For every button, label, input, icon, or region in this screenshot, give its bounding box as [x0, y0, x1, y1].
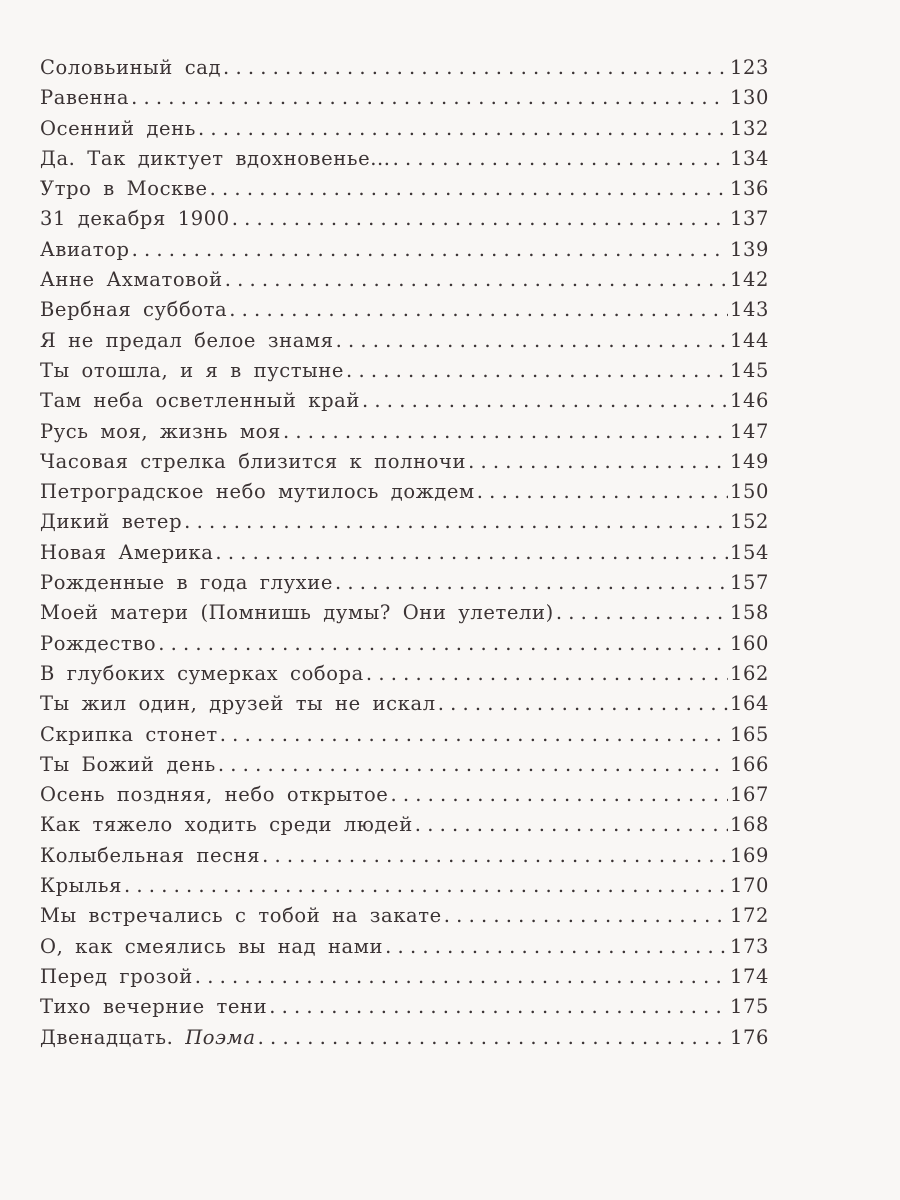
toc-entry-title-text: Ты Божий день: [40, 752, 216, 776]
toc-entry: [40, 874, 769, 904]
toc-entry-title: [40, 965, 193, 988]
toc-entry-title-text: Утро в Москве: [40, 177, 208, 201]
dot-leader: [215, 541, 728, 564]
toc-entry-title-text: Часовая стрелка близится к полночи: [40, 449, 467, 473]
dot-leader: [124, 874, 728, 897]
toc-entry: [40, 510, 769, 540]
toc-entry: [40, 56, 769, 86]
toc-entry: [40, 723, 769, 753]
toc-entry-title: [40, 359, 344, 382]
dot-leader: [346, 359, 728, 382]
toc-entry-title-text: Крылья: [40, 874, 122, 898]
toc-entry-page-number: 154: [729, 540, 769, 564]
toc-entry: [40, 632, 769, 662]
toc-entry: [40, 329, 769, 359]
toc-entry-page-number: 174: [729, 964, 769, 988]
toc-entry-title-text: Новая Америка: [40, 540, 214, 564]
toc-entry: [40, 662, 769, 692]
dot-leader: [223, 56, 728, 79]
toc-entry: [40, 480, 769, 510]
dot-leader: [366, 662, 728, 685]
toc-entry-title-text: Петроградское небо мутилось дождем: [40, 480, 475, 504]
dot-leader: [131, 86, 728, 109]
toc-entry: [40, 86, 769, 116]
toc-entry: [40, 238, 769, 268]
toc-entry-page-number: 145: [729, 358, 769, 382]
dot-leader: [262, 844, 728, 867]
toc-entry-title: [40, 935, 383, 958]
toc-entry-page-number: 157: [729, 571, 769, 595]
toc-entry-title-text: Рожденные в года глухие: [40, 571, 333, 595]
toc-entry-page-number: 130: [729, 86, 769, 110]
toc-entry-title-text: Тихо вечерние тени: [40, 995, 268, 1019]
toc-entry: [40, 298, 769, 328]
toc-entry-title: [40, 601, 554, 624]
toc-entry-title-text: Равенна: [40, 86, 130, 110]
toc-entry-page-number: 169: [729, 843, 769, 867]
toc-entry-title: [40, 753, 216, 776]
dot-leader: [283, 420, 728, 443]
toc-entry-title: [40, 541, 213, 564]
toc-entry-title-text: Анне Ахматовой: [40, 268, 223, 292]
toc-entry: [40, 268, 769, 298]
toc-entry-title-text: Как тяжело ходить среди людей: [40, 813, 413, 837]
toc-entry-page-number: 142: [729, 268, 769, 292]
toc-entry-title-text: Осенний день: [40, 116, 196, 140]
toc-entry-title: [40, 86, 129, 109]
dot-leader: [385, 935, 728, 958]
dot-leader: [415, 813, 728, 836]
toc-entry: [40, 117, 769, 147]
dot-leader: [362, 389, 728, 412]
toc-entry: [40, 935, 769, 965]
toc-entry: [40, 389, 769, 419]
toc-entry-page-number: 144: [729, 328, 769, 352]
dot-leader: [225, 268, 728, 291]
dot-leader: [556, 601, 728, 624]
toc-entry-page-number: 134: [729, 146, 769, 170]
toc-entry-page-number: 164: [729, 692, 769, 716]
toc-entry-subtitle: Поэма: [185, 1025, 256, 1049]
dot-leader: [158, 632, 728, 655]
toc-entry-page-number: 123: [729, 56, 769, 79]
toc-entry: [40, 1026, 769, 1056]
toc-entry-title: [40, 844, 260, 867]
toc-entry-title-text: 31 декабря 1900: [40, 207, 230, 231]
toc-entry-title: [40, 692, 436, 715]
toc-entry-title-text: Колыбельная песня: [40, 843, 261, 867]
toc-entry-title-text: Перед грозой: [40, 964, 193, 988]
toc-entry-title-text: Дикий ветер: [40, 510, 183, 534]
toc-entry-page-number: 167: [729, 783, 769, 807]
toc-entry-page-number: 176: [729, 1025, 769, 1049]
toc-entry-title: [40, 813, 413, 836]
dot-leader: [269, 995, 728, 1018]
toc-entry-title: [40, 56, 221, 79]
toc-entry: [40, 753, 769, 783]
toc-entry-title-text: Соловьиный сад: [40, 56, 222, 79]
toc-entry-page-number: 162: [729, 661, 769, 685]
toc-entry-title: [40, 207, 230, 230]
toc-entry-title-text: Авиатор: [40, 237, 130, 261]
dot-leader: [198, 117, 728, 140]
toc-entry-title: [40, 904, 442, 927]
dot-leader: [390, 783, 728, 806]
toc-entry-title-text: О, как смеялись вы над нами: [40, 934, 384, 958]
toc-entry: [40, 813, 769, 843]
toc-entry: [40, 420, 769, 450]
toc-entry: [40, 571, 769, 601]
dot-leader: [220, 723, 728, 746]
toc-entry-page-number: 146: [729, 389, 769, 413]
toc-entry-title: [40, 147, 391, 170]
toc-entry-title-text: Ты отошла, и я в пустыне: [40, 358, 345, 382]
toc-entry-title-text: Да. Так диктует вдохновенье...: [40, 146, 391, 170]
toc-entry-title: [40, 783, 388, 806]
toc-entry-title: [40, 1026, 256, 1049]
toc-entry-page-number: 132: [729, 116, 769, 140]
toc-entry-page-number: 136: [729, 177, 769, 201]
toc-entry-title-text: Вербная суббота: [40, 298, 228, 322]
dot-leader: [393, 147, 728, 170]
dot-leader: [336, 329, 728, 352]
toc-entry-page-number: 175: [729, 995, 769, 1019]
toc-entry-title: [40, 298, 227, 321]
toc-entry-page-number: 139: [729, 237, 769, 261]
dot-leader: [218, 753, 728, 776]
toc-entry: [40, 904, 769, 934]
toc-entry-title: [40, 723, 218, 746]
toc-entry-title: [40, 995, 267, 1018]
toc-entry-title: [40, 177, 208, 200]
toc-entry: [40, 783, 769, 813]
dot-leader: [132, 238, 728, 261]
table-of-contents: [40, 56, 769, 1056]
toc-entry: [40, 965, 769, 995]
toc-entry: [40, 207, 769, 237]
toc-entry-title-text: Скрипка стонет: [40, 722, 218, 746]
dot-leader: [210, 177, 728, 200]
toc-entry-title-text: Я не предал белое знамя: [40, 328, 334, 352]
toc-entry-title: [40, 480, 475, 503]
toc-entry-title: [40, 238, 130, 261]
toc-entry-title: [40, 389, 360, 412]
dot-leader: [477, 480, 728, 503]
toc-entry-title: [40, 632, 156, 655]
toc-entry-title-text: В глубоких сумерках собора: [40, 661, 364, 685]
toc-entry-title-text: Ты жил один, друзей ты не искал: [40, 692, 436, 716]
toc-entry-page-number: 152: [729, 510, 769, 534]
toc-entry-page-number: 149: [729, 449, 769, 473]
toc-entry: [40, 450, 769, 480]
toc-entry: [40, 844, 769, 874]
toc-entry-title: [40, 450, 466, 473]
dot-leader: [232, 207, 728, 230]
dot-leader: [444, 904, 728, 927]
toc-entry-page-number: 158: [729, 601, 769, 625]
toc-entry-title-text: Моей матери (Помнишь думы? Они улетели): [40, 601, 554, 625]
toc-entry: [40, 692, 769, 722]
toc-entry-page-number: 137: [729, 207, 769, 231]
toc-entry: [40, 601, 769, 631]
toc-entry-title-text: Рождество: [40, 631, 157, 655]
toc-entry-page-number: 143: [729, 298, 769, 322]
dot-leader: [229, 298, 728, 321]
dot-leader: [438, 692, 728, 715]
toc-entry-title: [40, 117, 196, 140]
dot-leader: [195, 965, 728, 988]
toc-entry-title: [40, 662, 364, 685]
toc-entry: [40, 359, 769, 389]
dot-leader: [468, 450, 728, 473]
toc-entry: [40, 177, 769, 207]
toc-entry-title: [40, 268, 223, 291]
toc-entry-page-number: 173: [729, 934, 769, 958]
toc-entry-title: [40, 420, 281, 443]
toc-entry-title-text: Русь моя, жизнь моя: [40, 419, 281, 443]
toc-entry-title-text: Осень поздняя, небо открытое: [40, 783, 389, 807]
toc-entry-title: [40, 329, 334, 352]
toc-entry-page-number: 166: [729, 752, 769, 776]
toc-entry: [40, 995, 769, 1025]
toc-entry-page-number: 172: [729, 904, 769, 928]
toc-entry-title-text: Там неба осветленный край: [40, 389, 360, 413]
toc-entry-page-number: 165: [729, 722, 769, 746]
toc-entry-title-text: Двенадцать.: [40, 1025, 174, 1049]
toc-entry-page-number: 168: [729, 813, 769, 837]
toc-entry-title: [40, 571, 333, 594]
dot-leader: [258, 1026, 728, 1049]
dot-leader: [335, 571, 728, 594]
dot-leader: [184, 510, 728, 533]
toc-entry-title-text: Мы встречались с тобой на закате: [40, 904, 442, 928]
toc-entry-title: [40, 510, 182, 533]
toc-entry: [40, 147, 769, 177]
toc-entry: [40, 541, 769, 571]
toc-entry-page-number: 160: [729, 631, 769, 655]
toc-entry-page-number: 170: [729, 874, 769, 898]
toc-entry-page-number: 147: [729, 419, 769, 443]
toc-entry-page-number: 150: [729, 480, 769, 504]
toc-entry-title: [40, 874, 122, 897]
